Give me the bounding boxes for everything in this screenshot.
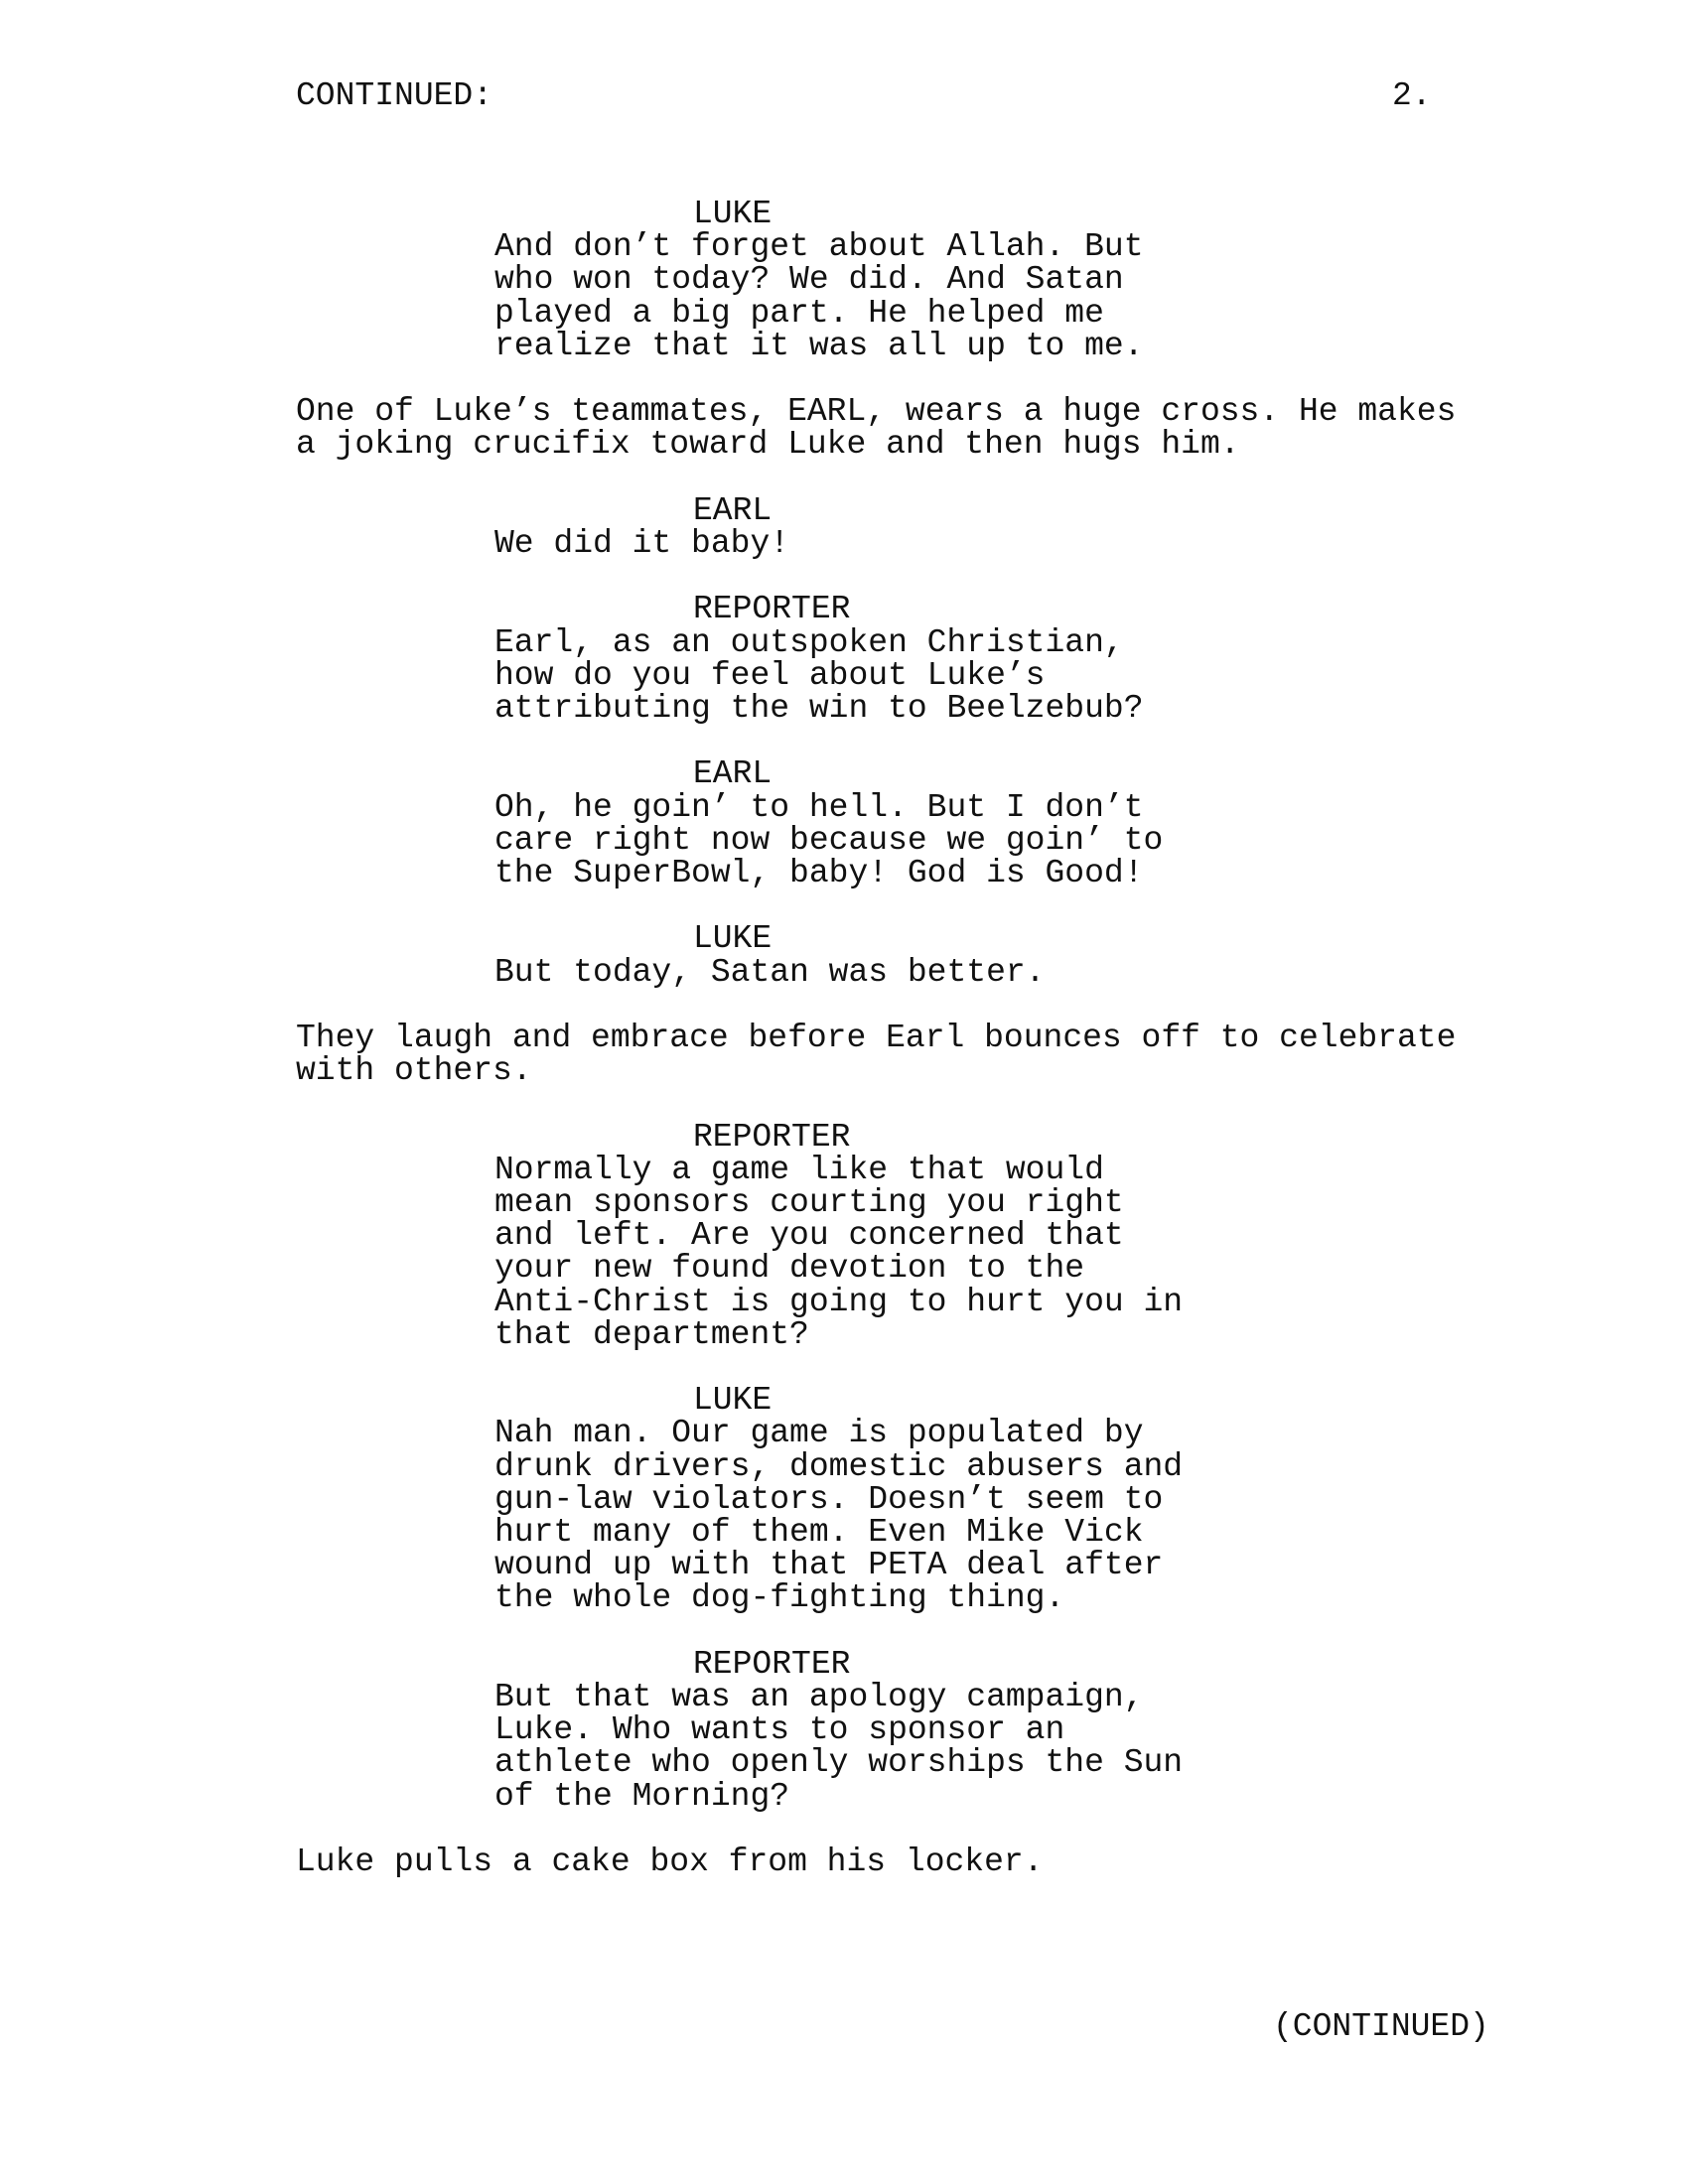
character-name: LUKE	[693, 196, 773, 232]
dialogue-text: And don’t forget about Allah. But who won today? We did. And Satan played a big part. He helped me realize that it was all up to me.	[494, 228, 1144, 364]
character-name: EARL	[693, 755, 773, 793]
page-number: 2.	[1392, 77, 1432, 114]
dialogue-text: Oh, he goin’ to hell. But I don’t care right now because we goin’ to the SuperBowl, baby! God is Good!	[494, 788, 1164, 891]
action-line: They laugh and embrace before Earl bounces off to celebrate with others.	[296, 1019, 1457, 1090]
action-line: Luke pulls a cake box from his locker.	[296, 1843, 1044, 1880]
dialogue-block	[296, 593, 1477, 725]
dialogue-block	[296, 1645, 1477, 1815]
character-name: LUKE	[693, 1382, 773, 1420]
dialogue-text: We did it baby!	[494, 525, 790, 562]
dialogue-block	[296, 491, 1477, 562]
continued-header: CONTINUED:	[296, 77, 493, 114]
dialogue-text: But today, Satan was better.	[494, 953, 1046, 991]
dialogue-block	[296, 198, 1477, 362]
character-name: EARL	[693, 491, 773, 529]
script-body	[296, 198, 1477, 1878]
dialogue-block	[296, 1118, 1477, 1353]
continued-footer: (CONTINUED)	[1273, 2008, 1489, 2045]
character-name: REPORTER	[693, 1645, 851, 1683]
dialogue-text: But that was an apology campaign, Luke. Who wants to sponsor an athlete who openly worships the Sun of the Morning?	[494, 1679, 1184, 1815]
dialogue-text: Earl, as an outspoken Christian, how do you feel about Luke’s attributing the win to Beelzebub?	[494, 623, 1144, 727]
character-name: REPORTER	[693, 1118, 851, 1156]
character-name: LUKE	[693, 920, 773, 958]
dialogue-block	[296, 920, 1477, 991]
dialogue-block	[296, 1382, 1477, 1617]
dialogue-text: Nah man. Our game is populated by drunk drivers, domestic abusers and gun-law violators. Doesn’t seem to hurt many of them. Even Mike Vick wound up with that PETA deal after the whole dog-fighting thing.	[494, 1415, 1184, 1617]
action-line: One of Luke’s teammates, EARL, wears a huge cross. He makes a joking crucifix toward Luke and then hugs him.	[296, 393, 1457, 464]
dialogue-text: Normally a game like that would mean sponsors courting you right and left. Are you concerned that your new found devotion to the Anti-Christ is going to hurt you in that department?	[494, 1151, 1184, 1353]
character-name: REPORTER	[693, 591, 851, 628]
dialogue-block	[296, 757, 1477, 889]
